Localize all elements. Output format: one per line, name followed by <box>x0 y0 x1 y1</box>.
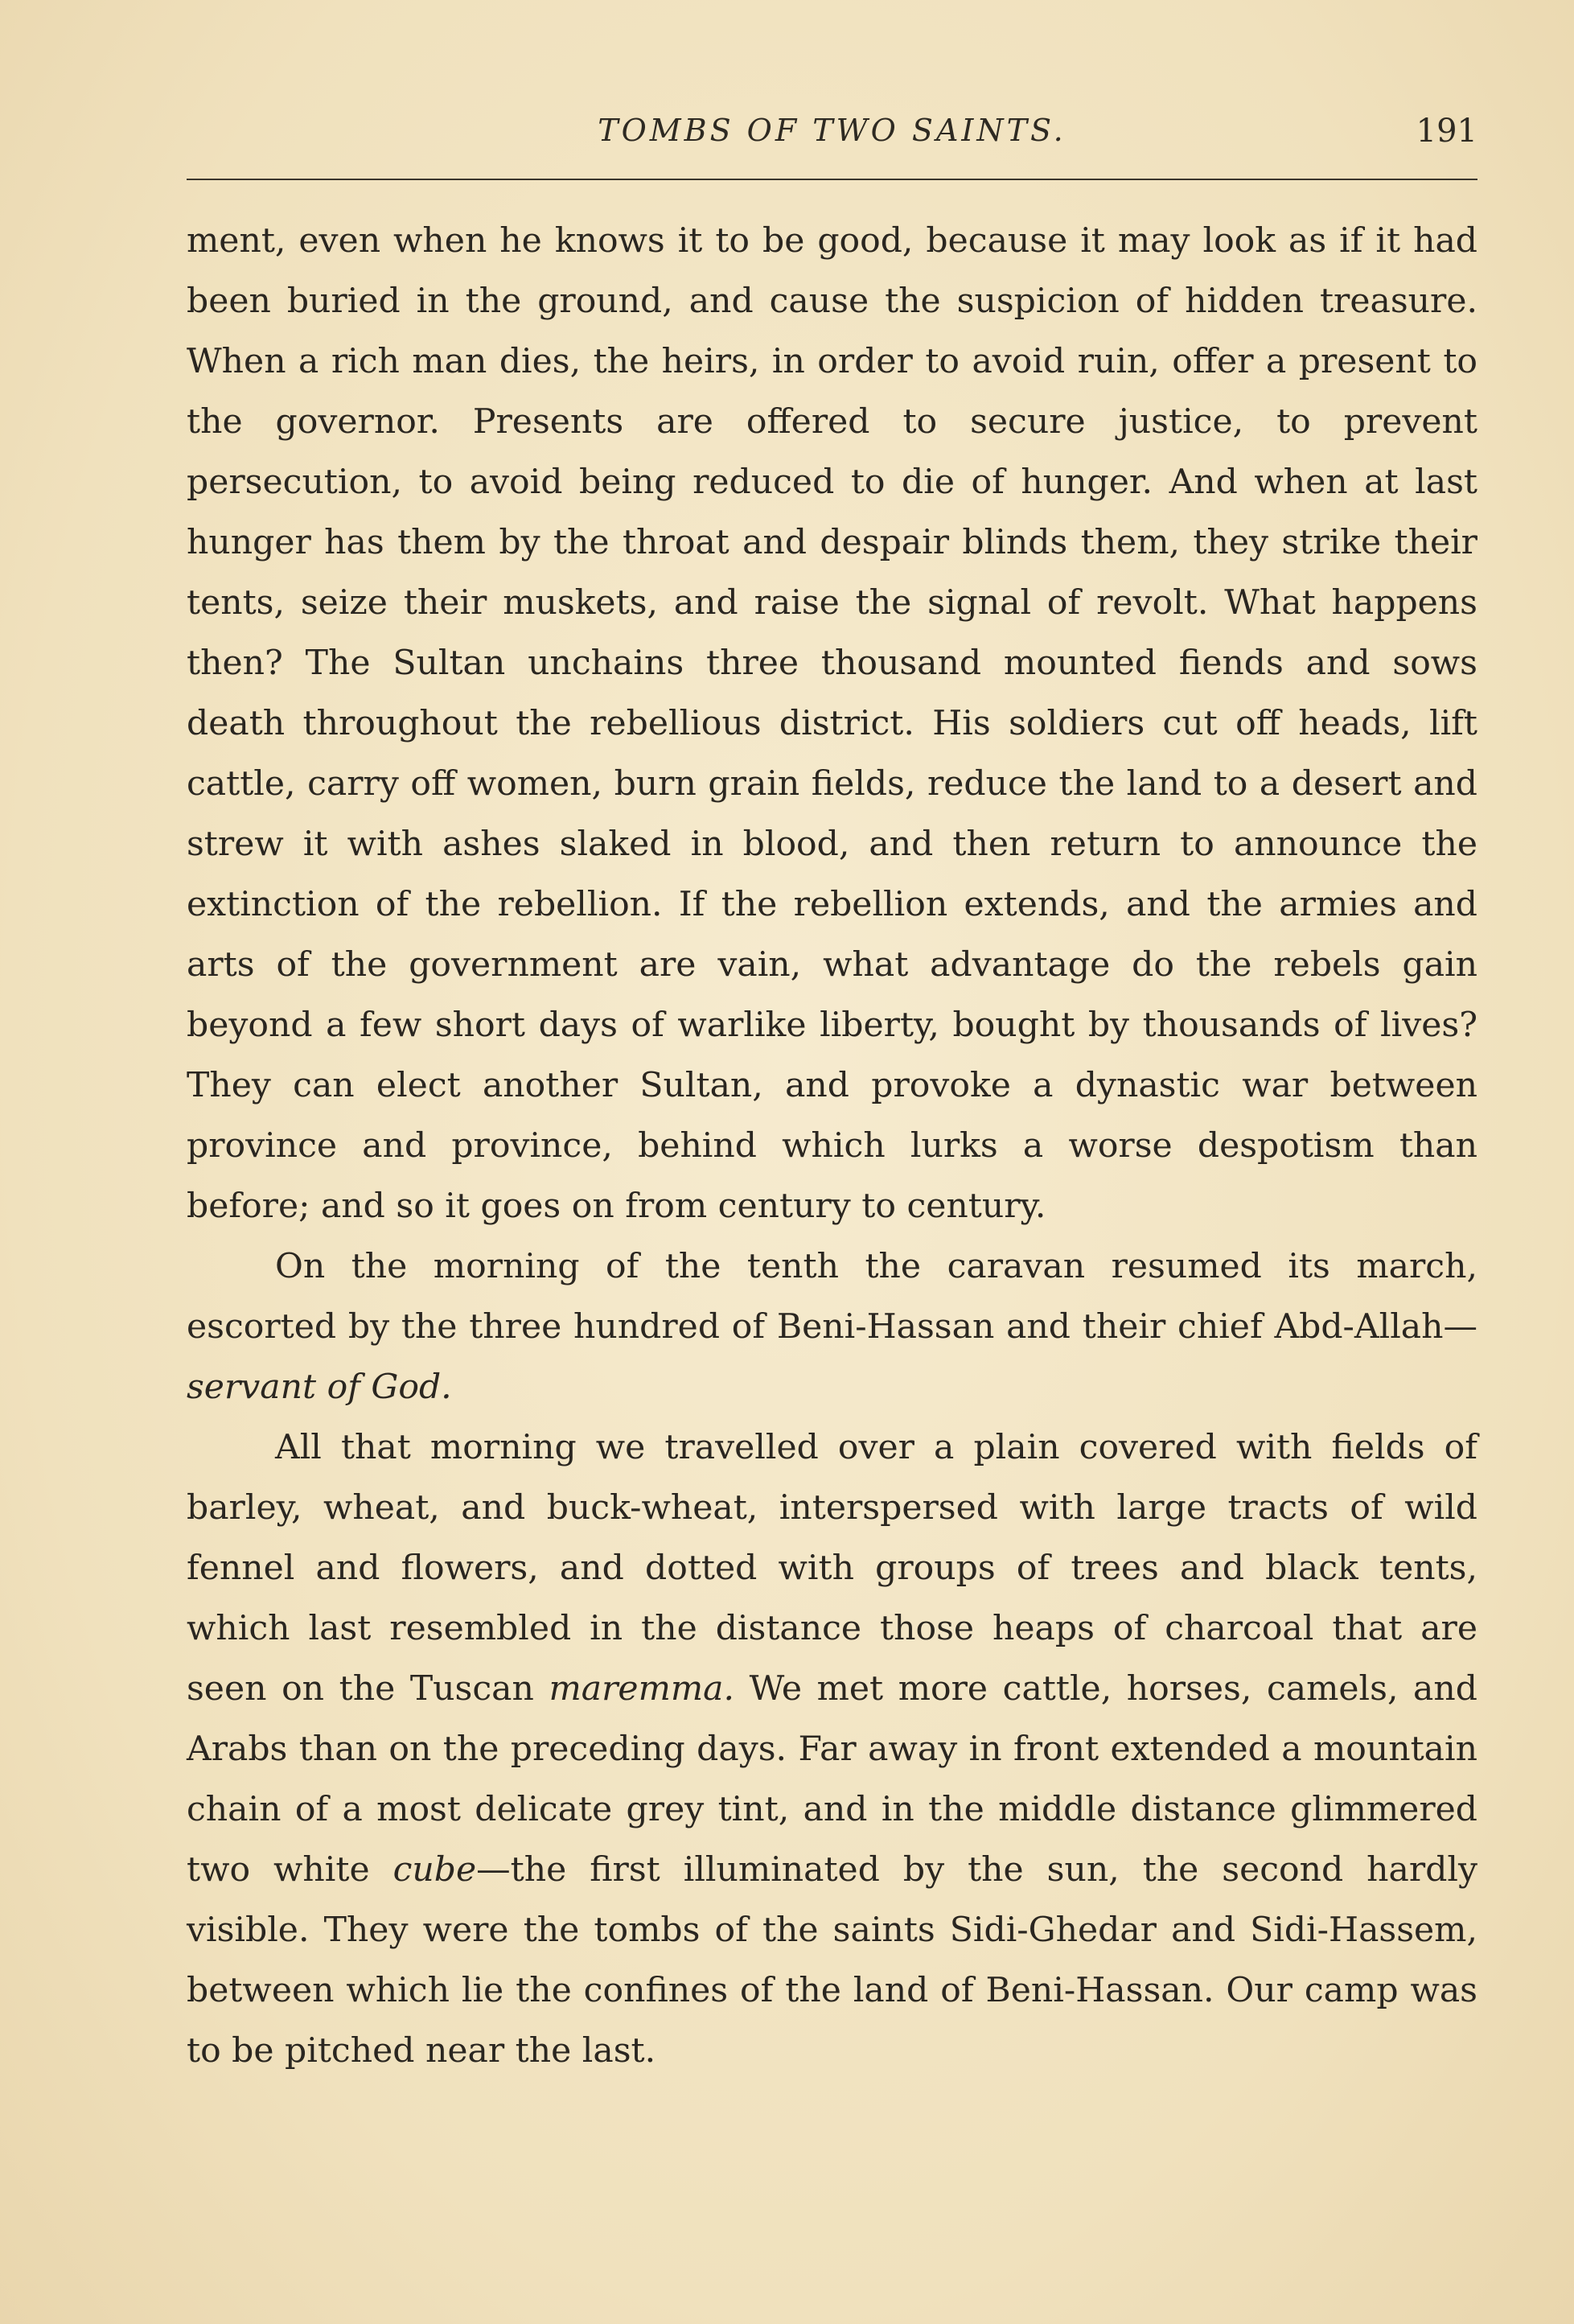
header-rule <box>187 179 1477 180</box>
paragraph <box>187 1417 1477 2081</box>
text-segment: On the morning of the tenth the caravan resumed its march, escorted by the three hundred of Beni-Hassan and their chief Abd-Allah— <box>187 1247 1477 1347</box>
italic-text: servant of God. <box>187 1368 452 1407</box>
text-segment: ment, even when he knows it to be good, because it may look as if it had been buried in the ground, and cause the suspicion of hidden treasure. When a rich man dies, the heirs, in order to avoid ruin, offer a present to the governor. Presents are offered to secure justice, to prevent persecution, to avoid being reduced to die of hunger. And when at last hunger has them by the throat and despair blinds them, they strike their tents, seize their muskets, and raise the signal of revolt. What happens then? The Sultan unchains three thousand mounted fiends and sows death throughout the rebellious district. His soldiers cut off heads, lift cattle, carry off women, burn grain fields, reduce the land to a desert and strew it with ashes slaked in blood, and then return to announce the extinction of the rebellion. If the rebellion extends, and the armies and arts of the government are vain, what advantage do the rebels gain beyond a few short days of warlike liberty, bought by thousands of lives? They can elect another Sultan, and provoke a dynastic war between province and province, behind which lurks a worse despotism than before; and so it goes on from century to century. <box>187 221 1477 1226</box>
italic-text: cube <box>392 1850 477 1890</box>
paragraph <box>187 1236 1477 1417</box>
page-number: 191 <box>1416 113 1477 150</box>
italic-text: maremma. <box>549 1669 735 1709</box>
text-segment: We met more cattle, horses, camels, and Arabs than on the preceding days. Far away in front extended a mountain chain of a most delicate grey tint, and in the middle distance glimmered two white <box>187 1669 1477 1890</box>
text-segment: All that morning we travelled over a plain covered with fields of barley, wheat, and buck-wheat, interspersed with large tracts of wild fennel and flowers, and dotted with groups of trees and black tents, which last resembled in the distance those heaps of charcoal that are seen on the Tuscan <box>187 1428 1477 1709</box>
running-title: TOMBS OF TWO SAINTS. <box>598 113 1066 148</box>
paragraph <box>187 211 1477 1236</box>
text-segment: —the first illuminated by the sun, the second hardly visible. They were the tombs of the saints Sidi-Ghedar and Sidi-Hassem, between which lie the confines of the land of Beni-Hassan. Our camp was to be pitched near the last. <box>187 1850 1478 2071</box>
page-header <box>187 113 1477 161</box>
body-text <box>187 211 1477 2081</box>
